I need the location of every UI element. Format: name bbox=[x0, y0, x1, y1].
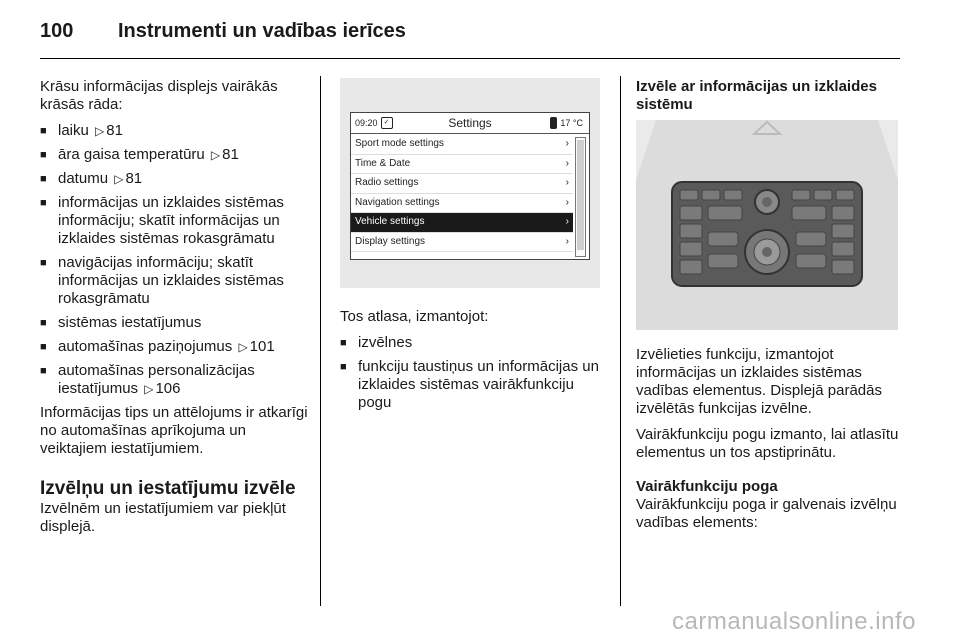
display-title: Settings bbox=[448, 116, 492, 130]
chevron-right-icon: › bbox=[565, 157, 569, 169]
column-divider-left bbox=[320, 76, 321, 606]
chevron-right-icon: › bbox=[565, 196, 569, 208]
list-item: ■ laiku ▷ 81 bbox=[40, 122, 308, 140]
page-ref-icon: ▷ bbox=[210, 148, 221, 162]
display-time: 09:20 bbox=[355, 118, 378, 128]
page-ref: 106 bbox=[155, 380, 181, 397]
page-ref-icon: ▷ bbox=[144, 382, 154, 396]
page-ref-icon: ▷ bbox=[238, 340, 248, 354]
list-item: ■ funkciju taustiņus un informācijas un izklaides sistēmas vairākfunkciju pogu bbox=[340, 358, 610, 412]
section-paragraph: Izvēlnēm un iestatījumiem var piekļūt displejā. bbox=[40, 500, 286, 535]
list-item: ■ datumu ▷ 81 bbox=[40, 170, 308, 188]
watermark-text: carmanualsonline.info bbox=[672, 608, 916, 635]
list-item: ■ āra gaisa temperatūru ▷ 81 bbox=[40, 146, 308, 164]
section-heading: Izvēle ar informācijas un izklaides sistēmu bbox=[636, 78, 877, 113]
thermometer-icon bbox=[550, 117, 557, 129]
page-ref-icon: ▷ bbox=[114, 172, 124, 186]
section-heading: Izvēlņu un iestatījumu izvēle bbox=[40, 478, 296, 499]
intro-paragraph: Tos atlasa, izmantojot: bbox=[340, 308, 489, 325]
chevron-right-icon: › bbox=[565, 177, 569, 188]
page-title: Instrumenti un vadības ierīces bbox=[118, 20, 406, 42]
page-ref: 81 bbox=[125, 170, 143, 187]
paragraph: Vairākfunkciju poga ir galvenais izvēlņu vadības elements: bbox=[636, 496, 897, 531]
list-item: ■ izvēlnes bbox=[340, 334, 610, 352]
menu-item-display: Display settings › bbox=[351, 233, 573, 253]
column-3 bbox=[636, 78, 902, 540]
page-ref: 81 bbox=[106, 122, 123, 139]
column-divider-right bbox=[620, 76, 621, 606]
menu-item-navigation: Navigation settings › bbox=[351, 194, 573, 214]
list-item: ■ automašīnas paziņojumus ▷ 101 bbox=[40, 338, 308, 356]
intro-paragraph: Krāsu informācijas displejs vairākās krāsās rāda: bbox=[40, 78, 278, 113]
note-paragraph: Informācijas tips un attēlojums ir atkarīgi no automašīnas aprīkojuma un veiktajiem iestatījumiem. bbox=[40, 404, 308, 457]
subsection-heading: Vairākfunkciju poga bbox=[636, 478, 778, 495]
header-rule bbox=[40, 58, 900, 59]
column-2 bbox=[340, 78, 610, 418]
page-number: 100 bbox=[40, 20, 74, 42]
display-temperature: 17 °C bbox=[550, 114, 583, 132]
list-item: ■ automašīnas personalizācijas iestatījumus ▷ 106 bbox=[40, 362, 308, 398]
column-1 bbox=[40, 78, 308, 544]
infotainment-console-illustration bbox=[636, 120, 898, 330]
list-item: ■ sistēmas iestatījumus bbox=[40, 314, 308, 332]
display-illustration bbox=[340, 78, 600, 288]
menu-item-radio: Radio settings › bbox=[351, 174, 573, 194]
paragraph: Vairākfunkciju pogu izmanto, lai atlasītu elementus un tos apstiprinātu. bbox=[636, 426, 899, 461]
page-ref: 81 bbox=[222, 146, 239, 163]
info-display-screen bbox=[350, 112, 590, 260]
list-item: ■ informācijas un izklaides sistēmas informāciju; skatīt informācijas un izklaides sistēmas rokasgrāmatu bbox=[40, 194, 308, 248]
paragraph: Izvēlieties funkciju, izmantojot informācijas un izklaides sistēmas vadības elementus. Displejā parādās izvēlētās funkcijas izvēlne. bbox=[636, 346, 882, 417]
chevron-right-icon: › bbox=[565, 138, 569, 149]
clock-icon: ✓ bbox=[381, 117, 393, 129]
display-status-bar bbox=[351, 113, 589, 134]
menu-item-sport-mode: Sport mode settings › bbox=[351, 135, 573, 155]
page-ref-icon: ▷ bbox=[95, 124, 105, 138]
display-scrollbar bbox=[575, 137, 586, 257]
chevron-right-icon: › bbox=[565, 235, 569, 247]
selection-methods-list bbox=[340, 334, 610, 412]
menu-item-time-date: Time & Date › bbox=[351, 155, 573, 175]
menu-item-vehicle: Vehicle settings › bbox=[351, 213, 573, 233]
settings-menu bbox=[351, 135, 573, 252]
chevron-right-icon: › bbox=[565, 216, 569, 227]
list-item: ■ navigācijas informāciju; skatīt informācijas un izklaides sistēmas rokasgrāmatu bbox=[40, 254, 308, 308]
page-ref: 101 bbox=[249, 338, 275, 355]
scrollbar-thumb bbox=[577, 140, 584, 250]
display-items-list bbox=[40, 122, 308, 398]
